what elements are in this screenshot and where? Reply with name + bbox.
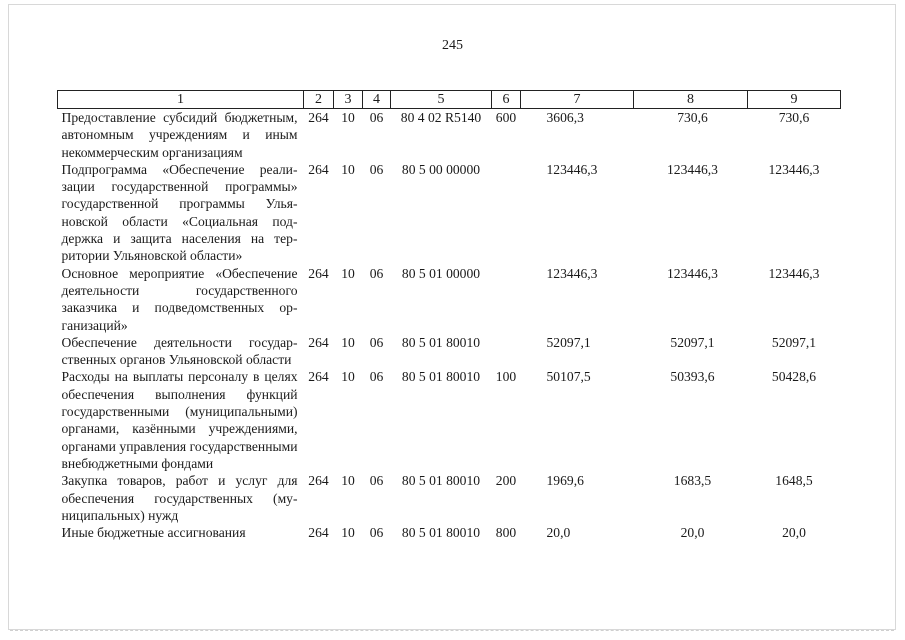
row-description: Основное мероприятие «Обеспечение деятельности государственного заказчика и подведомственных организаций» bbox=[61, 265, 298, 333]
cell-section: 10 bbox=[341, 525, 355, 541]
cell-section: 10 bbox=[341, 161, 355, 177]
cell-subsection: 06 bbox=[369, 525, 384, 541]
column-header-6: 6 bbox=[492, 91, 521, 109]
cell-amount-7: 3606,3 bbox=[546, 110, 584, 125]
cell-amount-9: 123446,3 bbox=[768, 265, 820, 281]
cell-code: 264 bbox=[308, 110, 329, 125]
cell-expense-type: 800 bbox=[495, 525, 517, 541]
column-header-4: 4 bbox=[363, 91, 391, 109]
row-description: Обеспечение деятельности государственных органов Ульяновской области bbox=[61, 334, 298, 368]
column-header-2: 2 bbox=[304, 91, 334, 109]
cell-amount-7: 20,0 bbox=[546, 525, 571, 541]
cell-code: 264 bbox=[308, 161, 329, 177]
cell-code: 264 bbox=[308, 525, 329, 541]
cell-amount-9: 20,0 bbox=[782, 525, 806, 541]
row-description: Закупка товаров, работ и услуг для обеспечения государственных (муниципальных) нужд bbox=[61, 473, 298, 523]
column-header-1: 1 bbox=[58, 91, 304, 109]
cell-target-article: 80 5 01 80010 bbox=[401, 369, 481, 385]
cell-amount-9: 50428,6 bbox=[771, 369, 817, 385]
cell-subsection: 06 bbox=[369, 110, 384, 125]
cell-amount-8: 123446,3 bbox=[667, 265, 718, 281]
row-description: Подпрограмма «Обеспечение реализации государственной программы» государственной программы Ульяновской области «Социальная поддержка и защита населения на территории Ульяновской области» bbox=[61, 161, 298, 264]
table-row bbox=[58, 524, 841, 541]
cell-amount-7: 123446,3 bbox=[546, 265, 598, 281]
cell-target-article: 80 4 02 R5140 bbox=[400, 110, 482, 125]
column-header-9: 9 bbox=[748, 91, 841, 109]
cell-section: 10 bbox=[341, 110, 355, 125]
row-description: Расходы на выплаты персоналу в целях обеспечения выполнения функций государственными (муниципальными) органами, казёнными учреждениями, органами управления государственными внебюджетными фондами bbox=[61, 369, 298, 471]
cell-amount-9: 730,6 bbox=[778, 110, 810, 125]
cell-amount-8: 20,0 bbox=[680, 525, 705, 541]
row-description: Иные бюджетные ассигнования bbox=[61, 525, 246, 541]
cell-amount-7: 52097,1 bbox=[546, 334, 591, 350]
cell-amount-9: 123446,3 bbox=[768, 161, 820, 177]
column-header-5: 5 bbox=[391, 91, 492, 109]
cell-subsection: 06 bbox=[369, 369, 384, 385]
cell-subsection: 06 bbox=[369, 334, 384, 350]
cell-amount-8: 1683,5 bbox=[673, 473, 712, 489]
cell-code: 264 bbox=[308, 369, 329, 385]
cell-target-article: 80 5 01 00000 bbox=[401, 265, 481, 281]
cell-subsection: 06 bbox=[369, 473, 384, 489]
column-header-7: 7 bbox=[521, 91, 634, 109]
cell-expense-type: 600 bbox=[495, 110, 517, 125]
column-header-3: 3 bbox=[334, 91, 363, 109]
cell-expense-type: 200 bbox=[495, 473, 517, 489]
cell-subsection: 06 bbox=[369, 265, 384, 281]
cell-target-article: 80 5 01 80010 bbox=[401, 473, 481, 489]
column-header-8: 8 bbox=[634, 91, 748, 109]
cell-code: 264 bbox=[308, 473, 329, 489]
cell-amount-8: 730,6 bbox=[677, 110, 708, 125]
cell-code: 264 bbox=[308, 265, 329, 281]
cell-code: 264 bbox=[308, 334, 329, 350]
table-row bbox=[58, 109, 841, 161]
table-row bbox=[58, 265, 841, 334]
cell-section: 10 bbox=[341, 369, 355, 385]
cell-target-article: 80 5 01 80010 bbox=[401, 525, 481, 541]
cell-amount-8: 123446,3 bbox=[667, 161, 718, 177]
header-row bbox=[58, 91, 841, 109]
cell-amount-7: 123446,3 bbox=[546, 161, 598, 177]
cell-expense-type bbox=[492, 334, 521, 369]
table-row bbox=[58, 472, 841, 524]
cell-amount-7: 50107,5 bbox=[546, 369, 591, 385]
table-row bbox=[58, 161, 841, 265]
row-description: Предоставление субсидий бюджетным, автономным учреждениям и иным некоммерческим организациям bbox=[61, 110, 298, 160]
cell-amount-9: 1648,5 bbox=[775, 473, 813, 489]
cell-expense-type bbox=[492, 161, 521, 265]
cell-section: 10 bbox=[341, 334, 355, 350]
cell-expense-type bbox=[492, 265, 521, 334]
table-row bbox=[58, 334, 841, 369]
budget-table bbox=[57, 90, 841, 541]
cell-expense-type: 100 bbox=[495, 369, 517, 385]
cell-target-article: 80 5 01 80010 bbox=[401, 334, 481, 350]
cell-section: 10 bbox=[341, 473, 355, 489]
table-row bbox=[58, 368, 841, 472]
page-bottom-edge bbox=[10, 630, 894, 631]
cell-target-article: 80 5 00 00000 bbox=[401, 161, 481, 177]
cell-section: 10 bbox=[341, 265, 355, 281]
page-number: 245 bbox=[442, 38, 463, 53]
cell-amount-9: 52097,1 bbox=[771, 334, 817, 350]
cell-subsection: 06 bbox=[369, 161, 384, 177]
cell-amount-8: 52097,1 bbox=[670, 334, 715, 350]
cell-amount-7: 1969,6 bbox=[546, 473, 584, 489]
cell-amount-8: 50393,6 bbox=[670, 369, 715, 385]
